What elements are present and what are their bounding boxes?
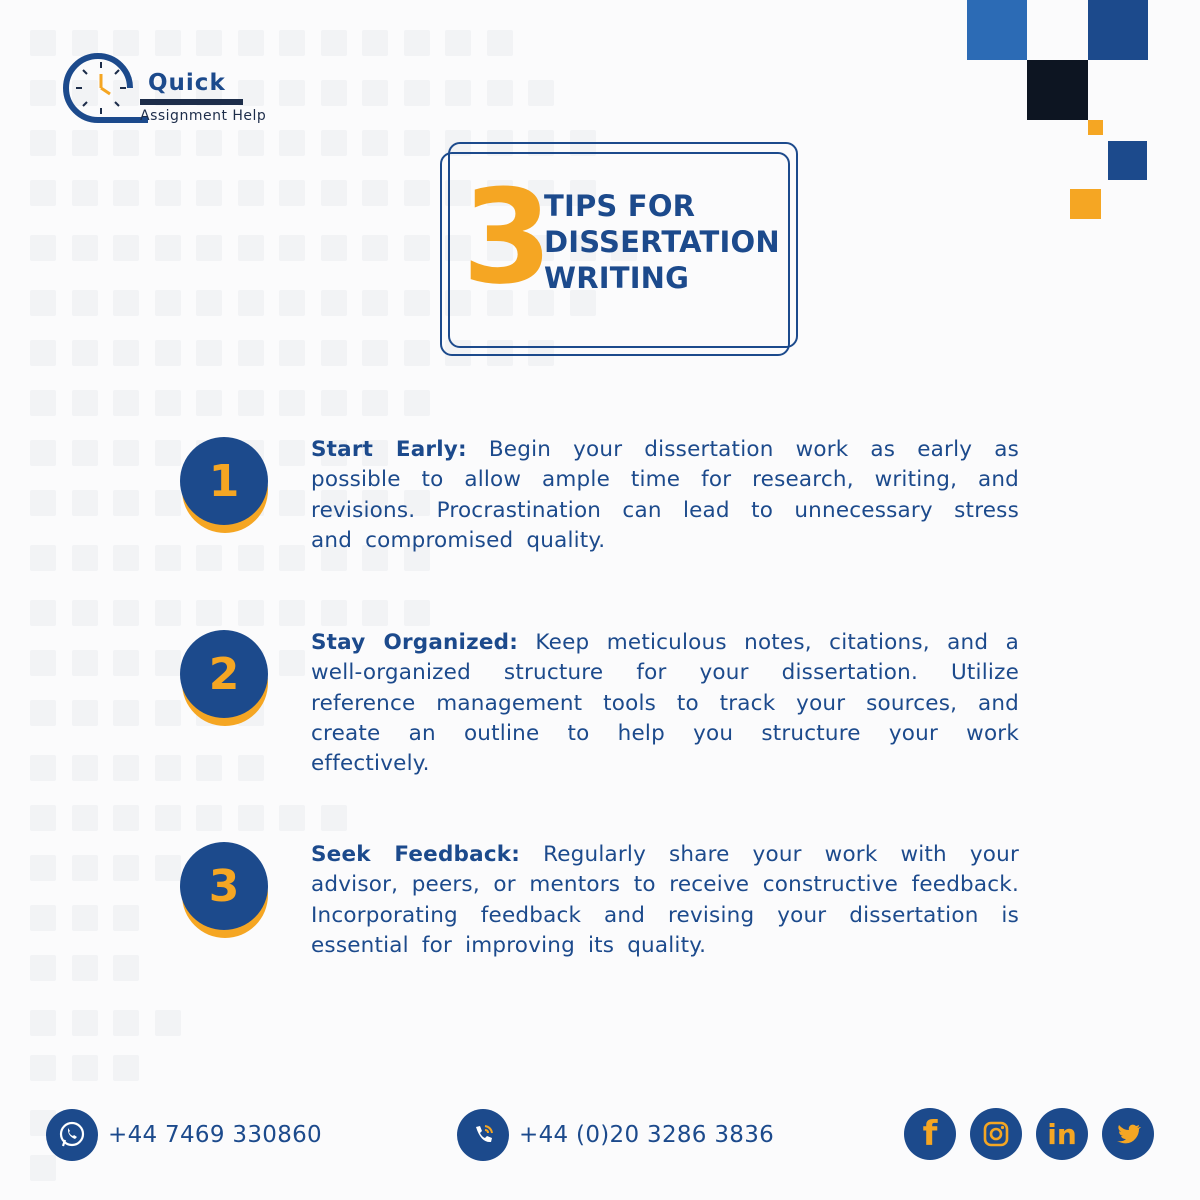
phone-number: +44 (0)20 3286 3836 xyxy=(519,1122,775,1148)
deco-square xyxy=(1027,60,1088,120)
whatsapp-contact[interactable] xyxy=(46,1109,322,1161)
tip-number-badge xyxy=(180,630,270,726)
tip-heading: Start Early: xyxy=(311,437,467,462)
phone-icon xyxy=(457,1109,509,1161)
tip-body: Regularly share your work with your advisor, peers, or mentors to receive constructive feedback. Incorporating feedback and revising your dissertation is essential for improving its quality. xyxy=(311,842,1019,958)
logo xyxy=(58,48,308,128)
title-number: 3 xyxy=(462,161,553,313)
deco-square xyxy=(1088,0,1148,60)
tip-body: Begin your dissertation work as early as possible to allow ample time for research, writing, and revisions. Procrastination can lead to unnecessary stress and compromised quality. xyxy=(311,437,1019,553)
tip-heading: Stay Organized: xyxy=(311,630,519,655)
deco-square xyxy=(1108,141,1147,180)
tip-number-badge xyxy=(180,842,270,938)
title-line: TIPS FOR xyxy=(544,189,696,223)
tip-number: 1 xyxy=(180,437,268,525)
tip-heading: Seek Feedback: xyxy=(311,842,521,867)
deco-square xyxy=(1070,189,1101,219)
linkedin-icon[interactable]: in xyxy=(1036,1108,1088,1160)
clock-logo-icon xyxy=(58,48,148,128)
tip-text xyxy=(311,435,1019,556)
logo-underline xyxy=(140,99,243,105)
phone-contact[interactable] xyxy=(457,1109,774,1161)
title-line: DISSERTATION xyxy=(544,225,780,259)
twitter-icon[interactable] xyxy=(1102,1108,1154,1160)
instagram-icon[interactable] xyxy=(970,1108,1022,1160)
tip-number: 2 xyxy=(180,630,268,718)
title-line: WRITING xyxy=(544,261,690,295)
whatsapp-icon xyxy=(46,1109,98,1161)
tip-number: 3 xyxy=(180,842,268,930)
tip-text xyxy=(311,840,1019,961)
logo-brand: Quick xyxy=(148,70,226,96)
social-links xyxy=(904,1108,1154,1160)
deco-square xyxy=(1088,120,1103,135)
tip-body: Keep meticulous notes, citations, and a well-organized structure for your dissertation. Utilize reference management tools to track your sources, and create an outline to help you structure your work effectively. xyxy=(311,630,1020,777)
tip-text xyxy=(311,628,1019,779)
whatsapp-number: +44 7469 330860 xyxy=(108,1122,322,1148)
tip-number-badge xyxy=(180,437,270,533)
facebook-icon[interactable]: f xyxy=(904,1108,956,1160)
title-card xyxy=(440,142,800,356)
logo-subtitle: Assignment Help xyxy=(140,108,267,124)
deco-square xyxy=(967,0,1027,60)
page-title xyxy=(544,188,794,296)
